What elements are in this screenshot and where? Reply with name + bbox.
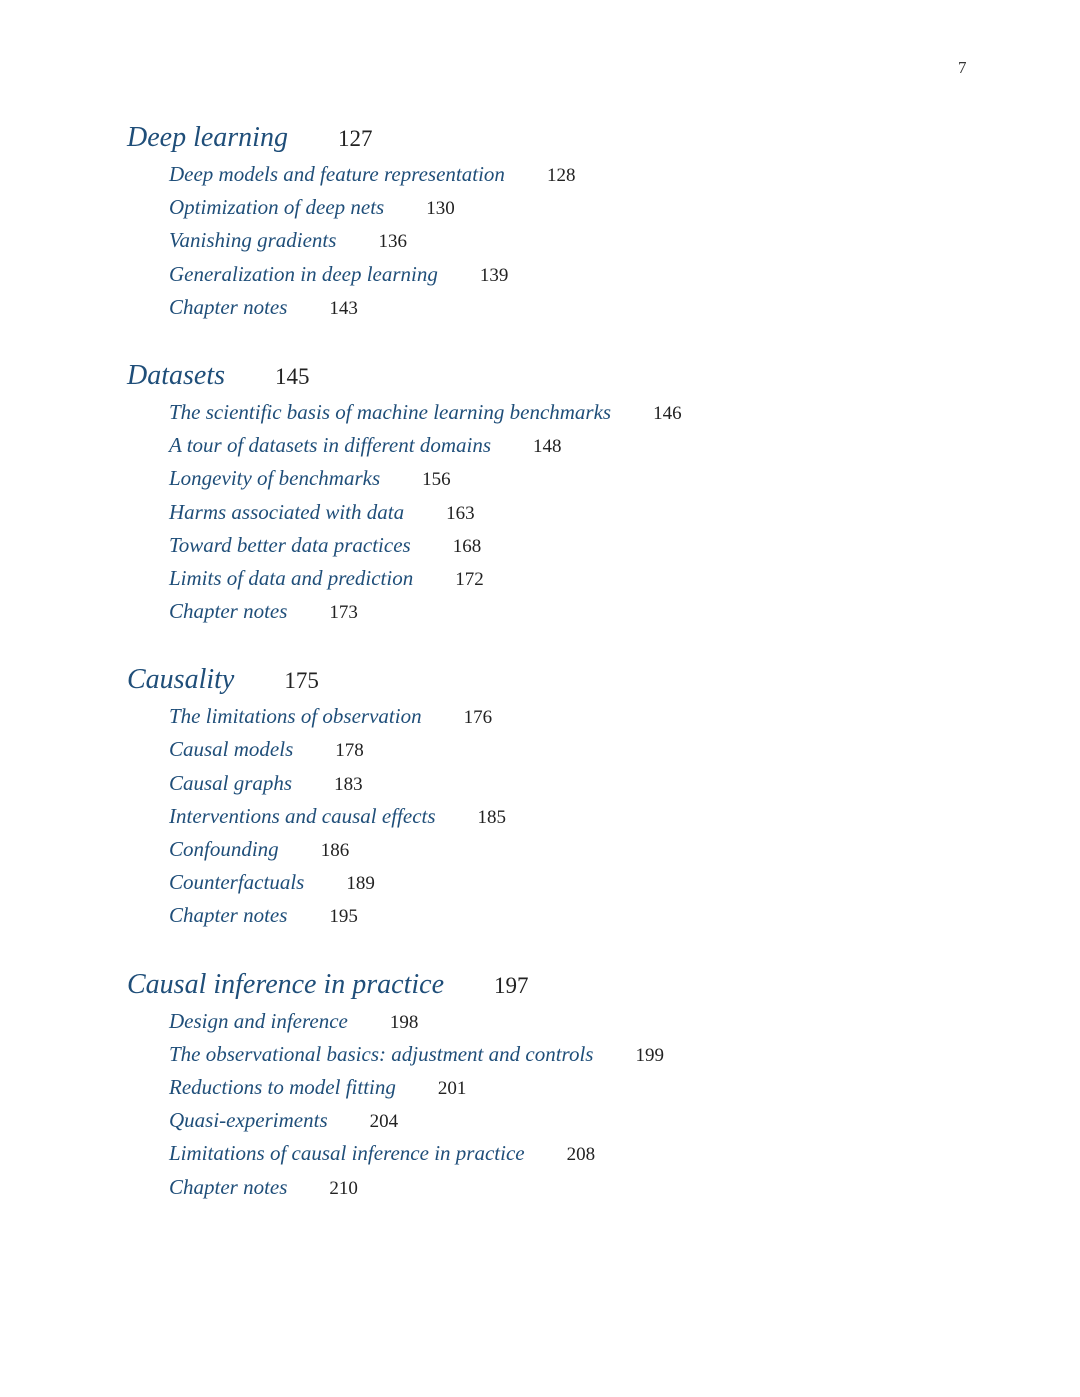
section-page-number: 183 — [334, 773, 363, 795]
section-page-number: 128 — [546, 165, 576, 186]
toc-entry[interactable] — [169, 1141, 1007, 1174]
chapter-heading[interactable] — [127, 122, 1007, 162]
chapter-heading[interactable] — [127, 360, 1007, 400]
toc-entry[interactable] — [169, 533, 1007, 566]
section-title[interactable]: Toward better data practices — [169, 532, 411, 557]
section-page-number: 204 — [369, 1111, 399, 1133]
section-page-number: 143 — [329, 297, 358, 319]
table-of-contents — [127, 122, 1007, 1240]
toc-entry[interactable] — [169, 262, 1007, 295]
chapter-heading[interactable] — [127, 969, 1007, 1009]
section-title[interactable]: Generalization in deep learning — [169, 261, 438, 286]
section-title[interactable]: Chapter notes — [169, 1174, 288, 1199]
section-title[interactable]: Counterfactuals — [169, 870, 305, 895]
section-page-number: 146 — [653, 402, 682, 424]
page-number: 7 — [958, 58, 967, 77]
section-page-number: 156 — [422, 469, 451, 491]
section-list — [127, 162, 1007, 328]
toc-entry[interactable] — [169, 704, 1007, 737]
chapter-causality — [127, 664, 1007, 936]
toc-entry[interactable] — [169, 162, 1007, 195]
section-title[interactable]: Chapter notes — [169, 294, 288, 319]
toc-entry[interactable] — [169, 737, 1007, 770]
toc-entry[interactable] — [169, 1075, 1007, 1108]
chapter-title[interactable]: Causal inference in practice — [127, 968, 444, 1000]
section-page-number: 136 — [378, 231, 407, 253]
chapter-datasets — [127, 360, 1007, 632]
toc-entry[interactable] — [169, 295, 1007, 328]
section-page-number: 172 — [455, 568, 484, 590]
section-title[interactable]: Deep models and feature representation — [169, 162, 505, 186]
section-title[interactable]: Causal graphs — [169, 770, 293, 795]
section-page-number: 178 — [335, 740, 364, 762]
section-page-number: 210 — [329, 1177, 358, 1199]
section-page-number: 189 — [346, 873, 375, 895]
section-page-number: 199 — [635, 1044, 664, 1066]
section-title[interactable]: Limitations of causal inference in practice — [169, 1141, 525, 1166]
section-title[interactable]: Interventions and causal effects — [169, 803, 436, 828]
section-title[interactable]: Chapter notes — [169, 903, 288, 928]
section-title[interactable]: Causal models — [169, 737, 294, 762]
section-title[interactable]: Confounding — [169, 837, 279, 861]
chapter-page-number: 197 — [494, 972, 529, 998]
section-page-number: 198 — [389, 1011, 419, 1033]
section-page-number: 208 — [566, 1144, 596, 1166]
section-title[interactable]: Reductions to model fitting — [169, 1074, 396, 1099]
section-page-number: 176 — [463, 707, 493, 729]
section-list — [127, 1009, 1007, 1208]
section-title[interactable]: Vanishing gradients — [169, 228, 337, 253]
section-title[interactable]: The observational basics: adjustment and controls — [169, 1041, 594, 1066]
toc-entry[interactable] — [169, 599, 1007, 632]
section-page-number: 163 — [446, 502, 475, 524]
toc-entry[interactable] — [169, 870, 1007, 903]
section-page-number: 195 — [329, 906, 358, 928]
section-page-number: 148 — [533, 436, 562, 458]
section-title[interactable]: Quasi-experiments — [169, 1108, 328, 1133]
section-page-number: 173 — [329, 602, 358, 624]
toc-entry[interactable] — [169, 466, 1007, 499]
section-list — [127, 400, 1007, 632]
toc-entry[interactable] — [169, 400, 1007, 433]
toc-entry[interactable] — [169, 433, 1007, 466]
toc-entry[interactable] — [169, 228, 1007, 261]
toc-entry[interactable] — [169, 804, 1007, 837]
section-title[interactable]: Design and inference — [169, 1008, 348, 1033]
toc-entry[interactable] — [169, 195, 1007, 228]
section-page-number: 130 — [426, 198, 455, 220]
section-title[interactable]: Longevity of benchmarks — [169, 466, 381, 491]
toc-entry[interactable] — [169, 1175, 1007, 1208]
toc-entry[interactable] — [169, 1108, 1007, 1141]
section-title[interactable]: Optimization of deep nets — [169, 195, 385, 220]
chapter-page-number: 145 — [275, 363, 310, 389]
toc-entry[interactable] — [169, 903, 1007, 936]
toc-entry[interactable] — [169, 771, 1007, 804]
chapter-causal-inference-in-practice — [127, 969, 1007, 1208]
chapter-page-number: 127 — [337, 126, 373, 151]
chapter-title[interactable]: Datasets — [127, 359, 225, 391]
chapter-deep-learning — [127, 122, 1007, 328]
section-title[interactable]: The limitations of observation — [169, 704, 422, 729]
chapter-heading[interactable] — [127, 664, 1007, 704]
section-page-number: 168 — [452, 535, 482, 557]
section-title[interactable]: Harms associated with data — [169, 499, 405, 524]
section-title[interactable]: Chapter notes — [169, 599, 288, 624]
section-page-number: 186 — [320, 840, 350, 861]
toc-entry[interactable] — [169, 566, 1007, 599]
chapter-title[interactable]: Deep learning — [127, 122, 288, 153]
toc-entry[interactable] — [169, 837, 1007, 870]
toc-entry[interactable] — [169, 1042, 1007, 1075]
toc-entry[interactable] — [169, 500, 1007, 533]
section-page-number: 139 — [479, 264, 509, 286]
section-list — [127, 704, 1007, 936]
section-page-number: 185 — [477, 806, 507, 828]
section-title[interactable]: Limits of data and prediction — [169, 565, 414, 590]
section-title[interactable]: The scientific basis of machine learning benchmarks — [169, 399, 612, 424]
section-title[interactable]: A tour of datasets in different domains — [169, 433, 492, 458]
section-page-number: 201 — [437, 1077, 467, 1099]
chapter-title[interactable]: Causality — [127, 664, 235, 696]
toc-entry[interactable] — [169, 1009, 1007, 1042]
chapter-page-number: 175 — [284, 668, 319, 694]
